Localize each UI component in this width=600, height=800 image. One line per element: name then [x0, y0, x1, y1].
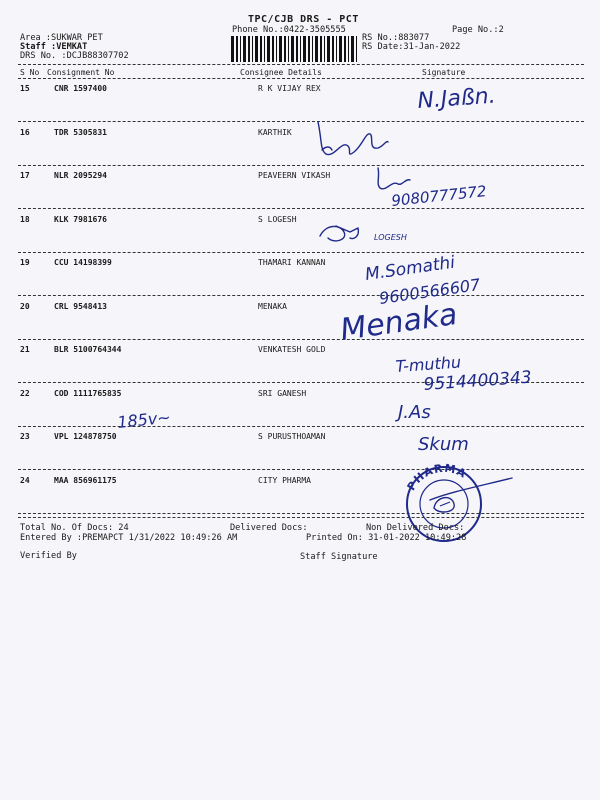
- drs-number: DRS No. :DCJB88307702: [20, 51, 129, 61]
- row-sno: 15: [20, 84, 30, 93]
- row-sno: 16: [20, 127, 30, 137]
- col-consignment: Consignment No: [47, 68, 115, 77]
- row-consignment-no: MAA 856961175: [54, 475, 117, 485]
- row-consignee: SRI GANESH: [258, 388, 307, 398]
- stamp-text: PHARMA: [404, 462, 469, 493]
- phone-number: Phone No.:0422-3505555: [232, 25, 346, 35]
- verified-by: Verified By: [20, 551, 77, 561]
- signature-row-16: [318, 122, 388, 155]
- row-sno: 22: [20, 388, 30, 398]
- rs-number: RS No.:883077: [362, 33, 430, 43]
- rs-date: RS Date:31-Jan-2022: [362, 42, 461, 52]
- row-sno: 20: [20, 301, 30, 311]
- area-label: Area :SUKWAR PET: [20, 33, 103, 43]
- row-consignment-no: COD 1111765835: [54, 388, 122, 398]
- row-sno: 21: [20, 345, 30, 354]
- printed-on: Printed On: 31-01-2022 10:49:28: [306, 533, 467, 543]
- name-row-21: T-muthu: [394, 352, 462, 376]
- phone-row-19: 9600566607: [377, 274, 482, 308]
- row-consignment-no: CCU 14198399: [54, 258, 112, 267]
- row-sno: 17: [20, 171, 30, 180]
- row-sno: 23: [20, 432, 30, 441]
- row-consignee: S PURUSTHOAMAN: [258, 432, 326, 441]
- row-consignee: MENAKA: [258, 301, 287, 311]
- col-consignee: Consignee Details: [240, 68, 322, 77]
- row-consignee: S LOGESH: [258, 214, 297, 224]
- staff-signature: Staff Signature: [300, 552, 378, 562]
- phone-row-17: 9080777572: [390, 182, 488, 210]
- staff-label: Staff :VEMKAT: [20, 42, 88, 52]
- name-row-22: J.As: [398, 402, 431, 423]
- row-consignee: CITY PHARMA: [258, 475, 311, 485]
- col-sno: S No: [20, 68, 40, 77]
- row-consignee: R K VIJAY REX: [258, 84, 321, 93]
- row-consignment-no: CRL 9548413: [54, 301, 107, 311]
- row-sno: 19: [20, 258, 30, 267]
- row-consignment-no: KLK 7981676: [54, 214, 107, 224]
- name-row-18: LOGESH: [374, 233, 407, 242]
- col-signature: Signature: [422, 68, 466, 77]
- row-consignee: VENKATESH GOLD: [258, 345, 326, 354]
- row-consignment-no: BLR 5100764344: [54, 345, 122, 354]
- row-consignee: KARTHIK: [258, 127, 292, 137]
- delivered-docs: Delivered Docs:: [230, 523, 308, 533]
- name-row-20: Menaka: [338, 296, 460, 348]
- note-row-22: 185v~: [116, 407, 172, 432]
- row-consignment-no: TDR 5305831: [54, 127, 107, 137]
- entered-by: Entered By :PREMAPCT 1/31/2022 10:49:26 AM: [20, 533, 238, 543]
- footer-divider: [18, 517, 584, 518]
- svg-text:PHARMA: [405, 462, 469, 493]
- row-sno: 24: [20, 475, 30, 485]
- row-consignee: PEAVEERN VIKASH: [258, 171, 331, 180]
- name-row-23: Skum: [418, 434, 469, 455]
- row-consignee: THAMARI KANNAN: [258, 258, 326, 267]
- total-docs: Total No. Of Docs: 24: [20, 523, 129, 533]
- signature-row-18: [320, 226, 358, 241]
- page-number: Page No.:2: [452, 25, 504, 35]
- signature-row-15: N.Jaßn.: [416, 83, 497, 114]
- row-sno: 18: [20, 214, 30, 224]
- row-consignment-no: NLR 2095294: [54, 171, 107, 180]
- row-consignment-no: CNR 1597400: [54, 84, 107, 93]
- document-title: TPC/CJB DRS - PCT: [248, 14, 359, 25]
- signature-row-17: [378, 168, 410, 189]
- name-row-19: M.Somathi: [363, 252, 457, 285]
- row-consignment-no: VPL 124878750: [54, 432, 117, 441]
- phone-row-21: 9514400343: [422, 367, 533, 395]
- non-delivered-docs: Non Delivered Docs:: [366, 523, 465, 533]
